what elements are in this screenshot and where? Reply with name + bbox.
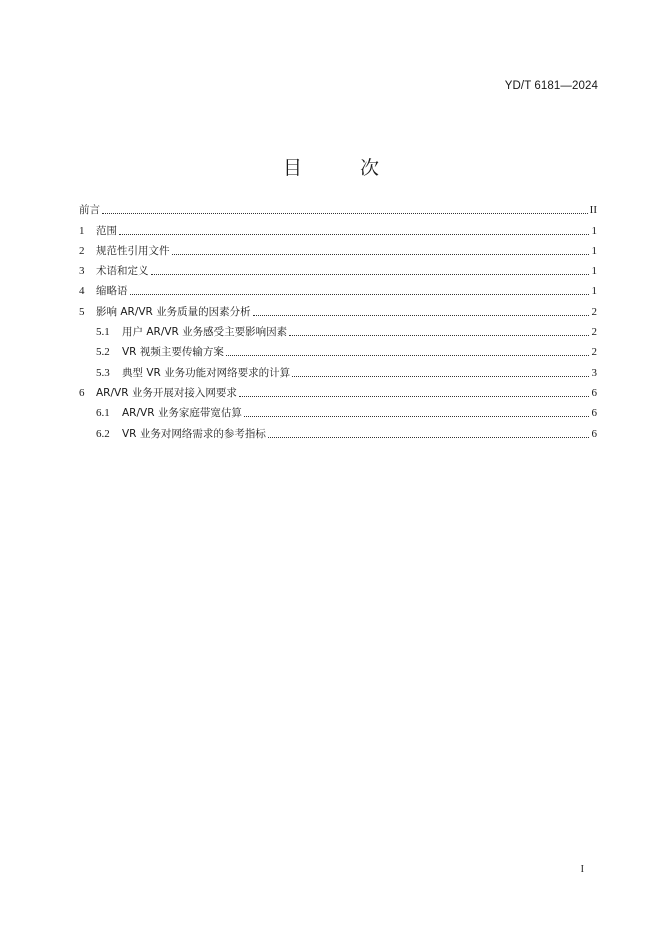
toc-entry-label: 影响 AR/VR 业务质量的因素分析 (96, 305, 251, 318)
toc-entry-label: 缩略语 (96, 285, 128, 298)
toc-entry-page: II (589, 204, 597, 217)
toc-entry[interactable] (79, 420, 597, 440)
footer-watermark (155, 905, 505, 919)
toc-dot-leader (151, 273, 590, 275)
toc-entry-page: 6 (591, 386, 597, 399)
toc-dot-leader (172, 253, 590, 255)
toc-entry-number: 5.1 (96, 326, 110, 339)
toc-entry-page: 3 (591, 366, 597, 379)
toc-dot-leader (119, 233, 589, 235)
toc-entry-number: 6.1 (96, 407, 110, 420)
toc-entry-page: 6 (591, 427, 597, 440)
toc-entry-label: 典型 VR 业务功能对网络要求的计算 (122, 366, 291, 379)
document-code: YD/T 6181—2024 (504, 80, 598, 92)
toc-entry[interactable] (79, 319, 597, 339)
toc-entry-number: 1 (79, 224, 85, 237)
toc-dot-leader (253, 314, 589, 316)
toc-dot-leader (292, 375, 589, 377)
toc-entry[interactable] (79, 278, 597, 298)
toc-entry[interactable] (79, 380, 597, 400)
page-title: 目 次 (282, 156, 406, 179)
toc-dot-leader (239, 395, 589, 397)
toc-entry-number: 2 (79, 244, 85, 257)
toc-entry[interactable] (79, 258, 597, 278)
toc-entry-label: AR/VR 业务家庭带宽估算 (122, 407, 242, 420)
toc-entry-number: 6 (79, 386, 85, 399)
toc-dot-leader (130, 293, 590, 295)
toc-entry-number: 5 (79, 305, 85, 318)
toc-entry-label: 术语和定义 (96, 265, 149, 278)
toc-entry-label: AR/VR 业务开展对接入网要求 (96, 386, 237, 399)
toc-entry-page: 2 (591, 305, 597, 318)
toc-entry-number: 4 (79, 285, 85, 298)
toc-entry[interactable] (79, 400, 597, 420)
toc-entry-number: 5.2 (96, 346, 110, 359)
toc-entry-label: 范围 (96, 224, 117, 237)
toc-entry[interactable] (79, 238, 597, 258)
toc-entry[interactable] (79, 197, 597, 217)
toc-entry-page: 1 (591, 244, 597, 257)
toc-entry-page: 2 (591, 346, 597, 359)
toc-entry-page: 6 (591, 407, 597, 420)
toc-dot-leader (289, 334, 589, 336)
toc-entry-number: 3 (79, 265, 85, 278)
toc-dot-leader (226, 354, 589, 356)
table-of-contents (79, 197, 597, 441)
toc-entry-page: 1 (591, 224, 597, 237)
toc-entry-label: 用户 AR/VR 业务感受主要影响因素 (122, 326, 288, 339)
toc-entry-number: 5.3 (96, 366, 110, 379)
toc-dot-leader (102, 212, 588, 214)
toc-entry[interactable] (79, 298, 597, 318)
toc-entry-label: 规范性引用文件 (96, 244, 170, 257)
toc-entry-page: 1 (591, 265, 597, 278)
toc-entry-label: 前言 (79, 204, 100, 217)
toc-entry-label: VR 业务对网络需求的参考指标 (122, 427, 266, 440)
toc-entry-page: 1 (591, 285, 597, 298)
toc-entry[interactable] (79, 359, 597, 379)
toc-entry[interactable] (79, 217, 597, 237)
toc-entry-page: 2 (591, 326, 597, 339)
toc-dot-leader (244, 415, 589, 417)
toc-dot-leader (268, 436, 589, 438)
page-number: I (580, 864, 584, 875)
toc-entry[interactable] (79, 339, 597, 359)
toc-entry-label: VR 视频主要传输方案 (122, 346, 224, 359)
toc-entry-number: 6.2 (96, 427, 110, 440)
